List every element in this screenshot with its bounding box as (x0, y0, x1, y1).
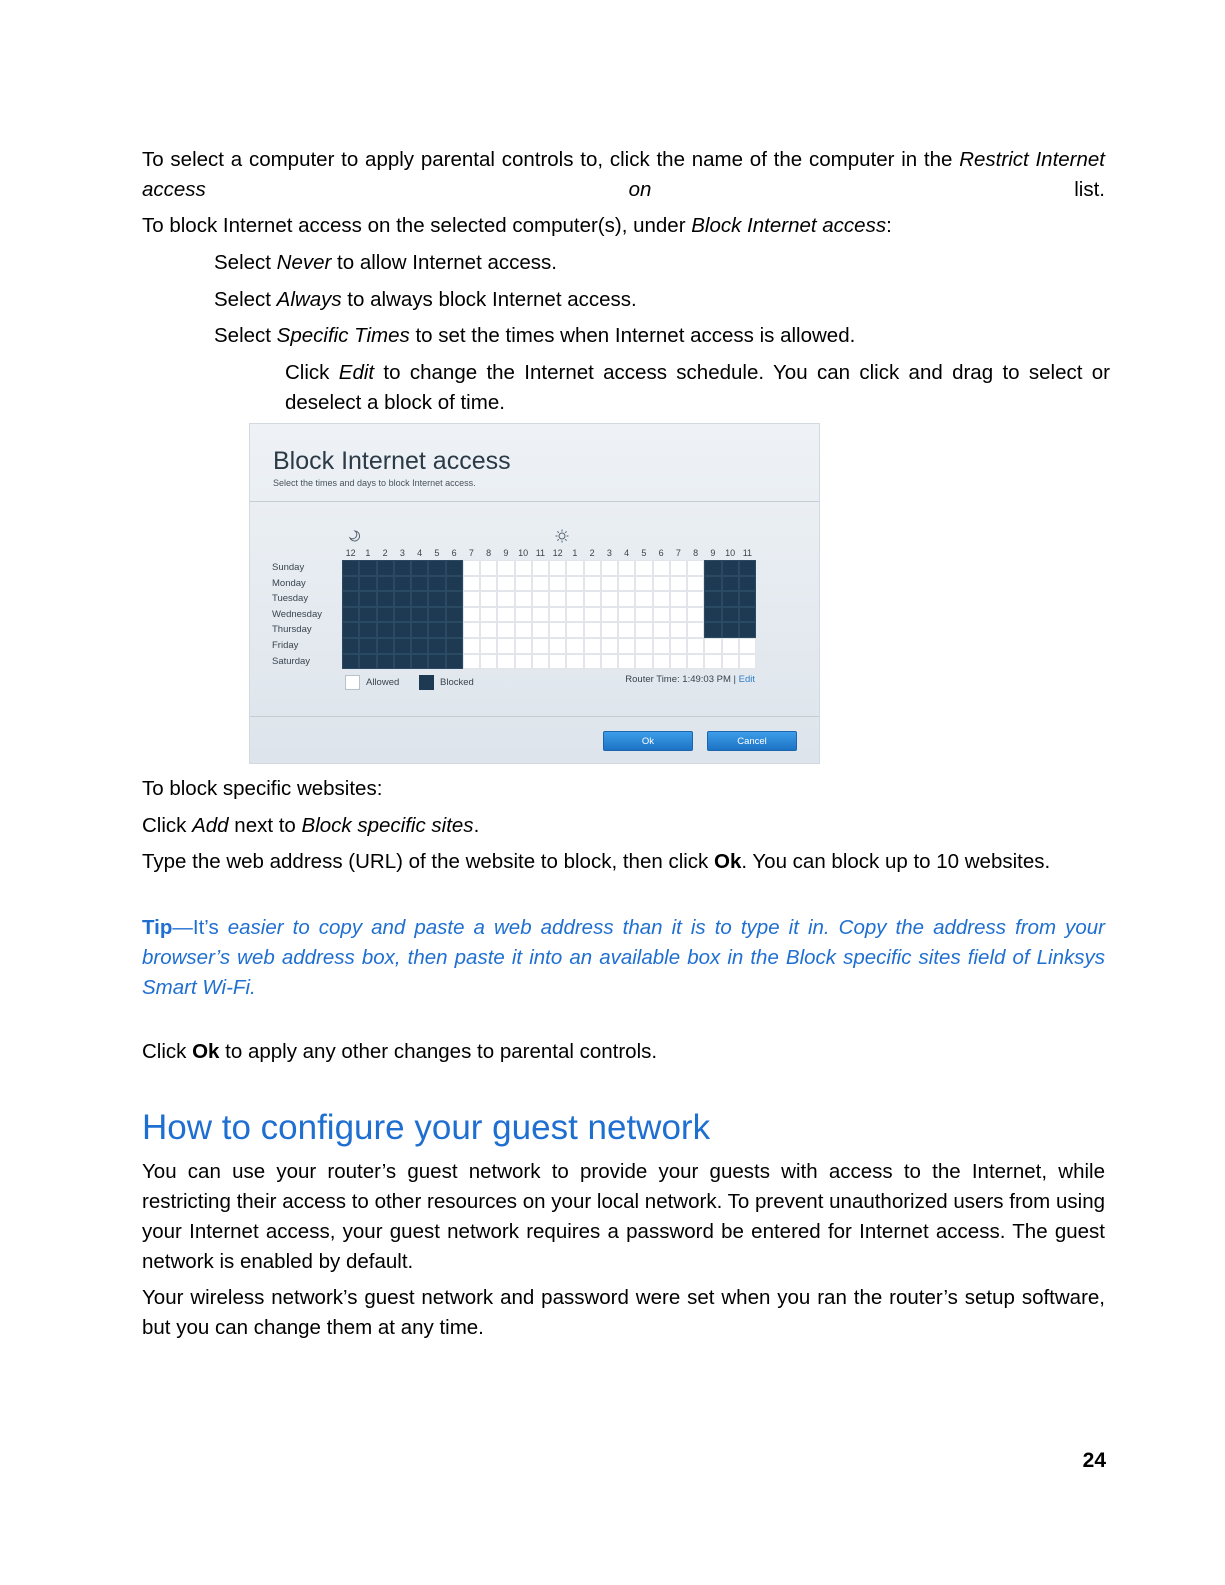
allowed-cell[interactable] (704, 654, 721, 670)
section-heading: How to configure your guest network (142, 1108, 711, 1147)
blocked-cell[interactable] (739, 560, 756, 576)
allowed-cell[interactable] (618, 560, 635, 576)
allowed-cell[interactable] (497, 607, 514, 623)
allowed-cell[interactable] (584, 576, 601, 592)
allowed-cell[interactable] (532, 607, 549, 623)
blocked-cell[interactable] (428, 591, 445, 607)
allowed-cell[interactable] (584, 638, 601, 654)
sun-icon (555, 529, 569, 543)
hour-label: 8 (486, 548, 492, 558)
allowed-cell[interactable] (618, 591, 635, 607)
day-label: Saturday (272, 655, 311, 667)
allowed-cell[interactable] (566, 622, 583, 638)
allowed-cell[interactable] (515, 607, 532, 623)
allowed-cell[interactable] (480, 622, 497, 638)
allowed-cell[interactable] (549, 560, 566, 576)
allowed-cell[interactable] (515, 638, 532, 654)
blocked-cell[interactable] (359, 638, 376, 654)
cancel-button[interactable]: Cancel (707, 731, 797, 751)
allowed-cell[interactable] (618, 576, 635, 592)
hour-label: 5 (641, 548, 647, 558)
click-add-instruction: Click Add next to Block specific sites. (142, 814, 480, 837)
para-select-computer: To select a computer to apply parental controls to, click the name of the computer in the Restrict Internet access on list. (142, 148, 1105, 201)
allowed-cell[interactable] (549, 607, 566, 623)
allowed-cell[interactable] (687, 622, 704, 638)
block-internet-access-screenshot (249, 423, 820, 764)
hour-label: 12 (552, 548, 563, 558)
blocked-cell[interactable] (377, 560, 394, 576)
blocked-cell[interactable] (377, 607, 394, 623)
allowed-cell[interactable] (601, 638, 618, 654)
blocked-cell[interactable] (722, 560, 739, 576)
blocked-cell[interactable] (359, 591, 376, 607)
allowed-cell[interactable] (463, 654, 480, 670)
hour-label: 3 (399, 548, 405, 558)
para-block-sites: To block specific websites: (142, 777, 383, 800)
allowed-cell[interactable] (653, 654, 670, 670)
para-guest-network: You can use your router’s guest network to provide your guests with access to the Internet, while restricting their access to other resources on your local network. To prevent unauthorized users from using your Internet access, your guest network requires a password be entered for Internet access. The guest network is enabled by default. (142, 1160, 1105, 1273)
blocked-cell[interactable] (446, 607, 463, 623)
allowed-cell[interactable] (532, 591, 549, 607)
blocked-cell[interactable] (359, 607, 376, 623)
day-label: Friday (272, 639, 299, 651)
allowed-cell[interactable] (515, 591, 532, 607)
legend-blocked-label: Blocked (440, 677, 474, 688)
allowed-cell[interactable] (463, 607, 480, 623)
option-specific-times: Select Specific Times to set the times when Internet access is allowed. (214, 324, 856, 347)
blocked-cell[interactable] (342, 576, 359, 592)
hour-label: 1 (365, 548, 371, 558)
blocked-cell[interactable] (342, 591, 359, 607)
blocked-cell[interactable] (342, 654, 359, 670)
allowed-cell[interactable] (463, 638, 480, 654)
allowed-cell[interactable] (549, 576, 566, 592)
allowed-cell[interactable] (635, 591, 652, 607)
blocked-cell[interactable] (394, 560, 411, 576)
allowed-cell[interactable] (566, 560, 583, 576)
allowed-cell[interactable] (497, 638, 514, 654)
blocked-cell[interactable] (342, 560, 359, 576)
legend-allowed-label: Allowed (366, 677, 400, 688)
allowed-cell[interactable] (670, 591, 687, 607)
tip-note: Tip—It’s easier to copy and paste a web address than it is to type it in. Copy the address from your browser’s web address box, then paste it into an available box in the Block specific sites field of Linksys Smart Wi-Fi. (142, 916, 1105, 999)
allowed-cell[interactable] (618, 638, 635, 654)
allowed-cell[interactable] (480, 638, 497, 654)
hour-label: 4 (417, 548, 423, 558)
blocked-cell[interactable] (394, 607, 411, 623)
blocked-cell[interactable] (722, 576, 739, 592)
hour-label: 11 (742, 548, 753, 558)
allowed-cell[interactable] (601, 622, 618, 638)
blocked-cell[interactable] (446, 622, 463, 638)
allowed-cell[interactable] (618, 622, 635, 638)
allowed-cell[interactable] (670, 560, 687, 576)
blocked-cell[interactable] (446, 576, 463, 592)
edit-link[interactable]: Edit (738, 674, 755, 685)
allowed-cell[interactable] (480, 654, 497, 670)
hour-label: 7 (675, 548, 681, 558)
allowed-cell[interactable] (515, 576, 532, 592)
allowed-cell[interactable] (618, 654, 635, 670)
hour-label: 10 (518, 548, 529, 558)
blocked-cell[interactable] (377, 576, 394, 592)
day-label: Tuesday (272, 593, 309, 605)
allowed-cell[interactable] (480, 576, 497, 592)
day-label: Thursday (272, 624, 312, 636)
allowed-cell[interactable] (497, 654, 514, 670)
hour-label: 6 (658, 548, 664, 558)
legend-allowed-swatch (345, 675, 360, 690)
schedule-grid[interactable] (342, 560, 756, 669)
allowed-cell[interactable] (532, 654, 549, 670)
blocked-cell[interactable] (411, 622, 428, 638)
type-url-instruction: Type the web address (URL) of the website to block, then click Ok. You can block up to 10 websites. (142, 850, 1051, 873)
allowed-cell[interactable] (497, 560, 514, 576)
blocked-cell[interactable] (377, 622, 394, 638)
blocked-cell[interactable] (377, 591, 394, 607)
allowed-cell[interactable] (618, 607, 635, 623)
blocked-cell[interactable] (704, 622, 721, 638)
hour-label: 11 (535, 548, 546, 558)
allowed-cell[interactable] (480, 607, 497, 623)
allowed-cell[interactable] (463, 622, 480, 638)
allowed-cell[interactable] (584, 591, 601, 607)
blocked-cell[interactable] (411, 607, 428, 623)
allowed-cell[interactable] (635, 638, 652, 654)
allowed-cell[interactable] (463, 576, 480, 592)
blocked-cell[interactable] (739, 607, 756, 623)
divider (250, 501, 819, 502)
blocked-cell[interactable] (359, 654, 376, 670)
allowed-cell[interactable] (739, 654, 756, 670)
blocked-cell[interactable] (446, 654, 463, 670)
allowed-cell[interactable] (722, 654, 739, 670)
blocked-cell[interactable] (739, 591, 756, 607)
allowed-cell[interactable] (566, 607, 583, 623)
hour-label: 7 (468, 548, 474, 558)
allowed-cell[interactable] (566, 654, 583, 670)
allowed-cell[interactable] (670, 622, 687, 638)
allowed-cell[interactable] (480, 560, 497, 576)
blocked-cell[interactable] (446, 638, 463, 654)
blocked-cell[interactable] (359, 576, 376, 592)
allowed-cell[interactable] (601, 591, 618, 607)
allowed-cell[interactable] (566, 638, 583, 654)
hour-label: 8 (693, 548, 699, 558)
allowed-cell[interactable] (670, 607, 687, 623)
allowed-cell[interactable] (601, 607, 618, 623)
para-block-access: To block Internet access on the selected computer(s), under Block Internet access: (142, 214, 892, 237)
allowed-cell[interactable] (601, 654, 618, 670)
blocked-cell[interactable] (394, 576, 411, 592)
allowed-cell[interactable] (653, 576, 670, 592)
allowed-cell[interactable] (739, 638, 756, 654)
blocked-cell[interactable] (394, 654, 411, 670)
page-number: 24 (1082, 1449, 1106, 1472)
hour-label: 5 (434, 548, 440, 558)
allowed-cell[interactable] (687, 654, 704, 670)
blocked-cell[interactable] (704, 560, 721, 576)
blocked-cell[interactable] (342, 638, 359, 654)
blocked-cell[interactable] (428, 622, 445, 638)
allowed-cell[interactable] (687, 560, 704, 576)
day-label: Monday (272, 577, 306, 589)
allowed-cell[interactable] (463, 560, 480, 576)
blocked-cell[interactable] (342, 622, 359, 638)
blocked-cell[interactable] (722, 607, 739, 623)
allowed-cell[interactable] (515, 560, 532, 576)
blocked-cell[interactable] (411, 560, 428, 576)
allowed-cell[interactable] (532, 622, 549, 638)
allowed-cell[interactable] (653, 638, 670, 654)
allowed-cell[interactable] (532, 576, 549, 592)
hour-label: 6 (451, 548, 457, 558)
blocked-cell[interactable] (739, 622, 756, 638)
allowed-cell[interactable] (497, 622, 514, 638)
allowed-cell[interactable] (687, 638, 704, 654)
blocked-cell[interactable] (704, 576, 721, 592)
dialog-title: Block Internet access (273, 447, 511, 475)
blocked-cell[interactable] (377, 654, 394, 670)
allowed-cell[interactable] (584, 560, 601, 576)
allowed-cell[interactable] (515, 654, 532, 670)
legend-blocked-swatch (419, 675, 434, 690)
router-time: Router Time: 1:49:03 PM | Edit (625, 674, 755, 685)
allowed-cell[interactable] (670, 576, 687, 592)
click-ok-instruction: Click Ok to apply any other changes to parental controls. (142, 1040, 658, 1063)
allowed-cell[interactable] (635, 560, 652, 576)
hour-label: 2 (589, 548, 595, 558)
allowed-cell[interactable] (549, 638, 566, 654)
blocked-cell[interactable] (394, 591, 411, 607)
hour-label: 2 (382, 548, 388, 558)
allowed-cell[interactable] (653, 560, 670, 576)
allowed-cell[interactable] (635, 622, 652, 638)
divider (250, 716, 819, 717)
allowed-cell[interactable] (584, 607, 601, 623)
allowed-cell[interactable] (653, 607, 670, 623)
hour-label: 9 (503, 548, 509, 558)
blocked-cell[interactable] (411, 576, 428, 592)
ok-button[interactable]: Ok (603, 731, 693, 751)
allowed-cell[interactable] (584, 622, 601, 638)
blocked-cell[interactable] (411, 591, 428, 607)
day-labels (272, 560, 322, 669)
allowed-cell[interactable] (584, 654, 601, 670)
allowed-cell[interactable] (515, 622, 532, 638)
blocked-cell[interactable] (394, 638, 411, 654)
allowed-cell[interactable] (463, 591, 480, 607)
allowed-cell[interactable] (687, 591, 704, 607)
allowed-cell[interactable] (601, 576, 618, 592)
day-label: Wednesday (272, 608, 322, 620)
click-edit-instruction: Click Edit to change the Internet access schedule. You can click and drag to select or deselect a block of time. (285, 361, 1110, 414)
blocked-cell[interactable] (411, 654, 428, 670)
allowed-cell[interactable] (532, 560, 549, 576)
hour-label: 4 (624, 548, 630, 558)
blocked-cell[interactable] (722, 591, 739, 607)
allowed-cell[interactable] (566, 591, 583, 607)
allowed-cell[interactable] (549, 622, 566, 638)
hour-label: 1 (572, 548, 578, 558)
hour-label: 3 (606, 548, 612, 558)
blocked-cell[interactable] (394, 622, 411, 638)
moon-icon (348, 530, 360, 542)
allowed-cell[interactable] (549, 654, 566, 670)
blocked-cell[interactable] (446, 591, 463, 607)
blocked-cell[interactable] (739, 576, 756, 592)
allowed-cell[interactable] (635, 607, 652, 623)
blocked-cell[interactable] (377, 638, 394, 654)
blocked-cell[interactable] (428, 576, 445, 592)
blocked-cell[interactable] (704, 607, 721, 623)
hour-label: 12 (345, 548, 356, 558)
allowed-cell[interactable] (722, 638, 739, 654)
option-always: Select Always to always block Internet access. (214, 288, 637, 311)
hour-labels (342, 547, 756, 559)
allowed-cell[interactable] (653, 622, 670, 638)
allowed-cell[interactable] (704, 638, 721, 654)
dialog-subtitle: Select the times and days to block Internet access. (273, 478, 476, 488)
allowed-cell[interactable] (497, 591, 514, 607)
allowed-cell[interactable] (635, 576, 652, 592)
allowed-cell[interactable] (480, 591, 497, 607)
blocked-cell[interactable] (359, 622, 376, 638)
blocked-cell[interactable] (428, 654, 445, 670)
allowed-cell[interactable] (670, 638, 687, 654)
blocked-cell[interactable] (428, 560, 445, 576)
allowed-cell[interactable] (653, 591, 670, 607)
blocked-cell[interactable] (342, 607, 359, 623)
blocked-cell[interactable] (428, 607, 445, 623)
allowed-cell[interactable] (601, 560, 618, 576)
allowed-cell[interactable] (566, 576, 583, 592)
allowed-cell[interactable] (497, 576, 514, 592)
allowed-cell[interactable] (670, 654, 687, 670)
allowed-cell[interactable] (687, 607, 704, 623)
option-never: Select Never to allow Internet access. (214, 251, 557, 274)
allowed-cell[interactable] (549, 591, 566, 607)
blocked-cell[interactable] (359, 560, 376, 576)
day-label: Sunday (272, 562, 305, 573)
blocked-cell[interactable] (446, 560, 463, 576)
allowed-cell[interactable] (687, 576, 704, 592)
blocked-cell[interactable] (722, 622, 739, 638)
para-guest-password: Your wireless network’s guest network and password were set when you ran the router’s setup software, but you can change them at any time. (142, 1286, 1105, 1339)
hour-label: 10 (725, 548, 736, 558)
blocked-cell[interactable] (704, 591, 721, 607)
allowed-cell[interactable] (635, 654, 652, 670)
hour-label: 9 (710, 548, 716, 558)
blocked-cell[interactable] (428, 638, 445, 654)
blocked-cell[interactable] (411, 638, 428, 654)
allowed-cell[interactable] (532, 638, 549, 654)
